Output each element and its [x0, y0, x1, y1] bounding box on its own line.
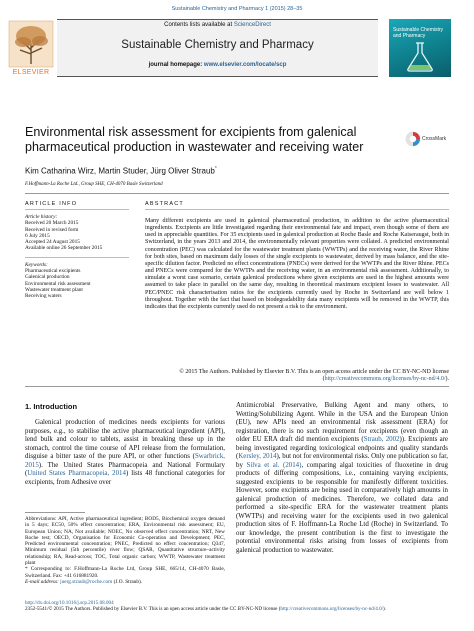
page-bottom-info [25, 600, 449, 613]
abstract-license [145, 369, 449, 383]
contents-line [57, 22, 378, 28]
intro-column-right [236, 402, 448, 555]
citation-link[interactable]: Silva et al. (2014) [246, 461, 302, 469]
journal-title: Sustainable Chemistry and Pharmacy [121, 39, 314, 51]
text-run: ), but not for environmental risks. Only one publication so far, by [236, 453, 448, 469]
license-close: ). [445, 376, 449, 383]
license-text: © 2015 The Authors. Published by Elsevier B.V. This is an open access article under the CC BY-NC-ND license ( [179, 369, 449, 383]
journal-cover-image [389, 19, 451, 77]
email-author: (J.O. Straub). [112, 578, 143, 585]
article-info [25, 210, 129, 300]
citation-link[interactable]: Swarbrick, 2015 [25, 453, 225, 469]
crossmark-label: CrossMark [422, 136, 447, 142]
email-label: E-mail address: [25, 578, 61, 585]
section-heading: 1. Introduction [25, 402, 78, 411]
abstract-text: Many different excipients are used in galenical pharmaceutical production, in addition to the active pharmaceutical ingredients. Excipients are little investigated regarding their environmental fate and impact, even though some of them are used in appreciable quantities. For 35 excipients used in galenical production at Roche Basle and Roche Kaiseraugst, both in Switzerland, in the years 2013 and 2014, the environmentally relevant properties were collated. A predicted environmental concentration (PEC) was calculated for the wastewater treatment plants (WWTPs) and the receiving water, the River Rhine for both sites, based on maximum daily losses of the single excipients to wastewater, derived by mass balance, and the site-specific dilution factor. Predicted no effect concentrations (PNECs) were derived for the WWTPs and the River Rhine. PECs and PNECs were compared for the WWTPs and the receiving water, in an environmental risk assessment. Additionally, to simulate a worst case scenario, certain galenical productions where given excipients are used in the highest amounts were assumed to take place in parallel on the same day, resulting in theoretical maximum excipient losses to wastewater. All PEC/PNEC risk characterisation ratios for the excipients currently used by Roche in Switzerland are well below 1 throughout. Together with the fact that based on biodegradability data many excipients will be removed in the WWTP, this indicates that the excipients currently used do not present a risk to the environment. [145, 218, 449, 310]
divider [145, 209, 449, 210]
copyright-close: ). [383, 606, 387, 613]
homepage-prefix: journal homepage: [148, 62, 204, 68]
crossmark-badge[interactable] [405, 129, 455, 149]
citation-link[interactable]: United States Pharmacopeia, 2014 [27, 470, 126, 477]
contents-prefix: Contents lists available at [164, 22, 234, 28]
email-link[interactable]: juerg.straub@roche.com [60, 578, 113, 585]
cover-flask-icon [403, 41, 437, 73]
license-link[interactable]: http://creativecommons.org/licenses/by-nc-nd/4.0/ [324, 376, 446, 383]
author-names: Kim Catharina Wirz, Martin Studer, Jürg Oliver Straub [25, 166, 215, 176]
corresponding-footnote: * Corresponding to: F.Hoffmann-La Roche Ltd, Group SHE, 665/14, CH-4070 Basle, Switzerland. Fax: +41 616881920. [25, 566, 225, 579]
history-line: Accepted 24 August 2015 [25, 239, 80, 246]
history-line: Received 20 March 2015 [25, 220, 79, 227]
email-footnote [25, 579, 225, 585]
text-run: ) lists 48 functional categories for excipients, from Adhesive over [25, 470, 225, 486]
history-line: Received in revised form [25, 226, 79, 233]
intro-paragraph [236, 402, 448, 555]
keyword: Pharmaceutical excipients [25, 268, 81, 275]
text-run: )). Excipients are being investigated regarding toxicological endpoints and quality standards ( [236, 436, 448, 460]
history-line: 6 July 2015 [25, 232, 50, 239]
footnote-divider [25, 512, 85, 513]
text-run: , comparing algal toxicities of fluoxetine in drug products of differing compositions, i.e., containing varying excipients, suggested excipients to be responsible for manifestly different toxicities. However, some excipients are being used in comparatively high amounts in galenical production of medicines. Therefore, we collated data and performed a site-specific ERA for the wastewater treatment plants (WWTPs) and receiving water for the excipients used in two galenical production sites of F. Hoffmann-La Roche Ltd (Roche) in Switzerland. To our knowledge, the present contribution is the first to investigate the potential environmental risks arising from losses of excipients from galenical production to wastewater. [236, 461, 448, 554]
keywords-label: Keywords: [25, 261, 48, 268]
homepage-line [57, 62, 378, 68]
abstract-heading: ABSTRACT [145, 201, 184, 207]
elsevier-tree-logo [8, 20, 54, 76]
text-run: ). The United States Pharmacopeia and National Formulary ( [25, 461, 225, 477]
footnotes [25, 516, 225, 585]
article-info-heading: ARTICLE INFO [25, 201, 78, 207]
citation-link[interactable]: Kersley, 2014 [238, 453, 277, 460]
divider [25, 386, 449, 387]
article-title: Environmental risk assessment for excipients from galenical pharmaceutical production in wastewater and receiving water [25, 125, 364, 154]
doi-link[interactable]: http://dx.doi.org/10.1016/j.scp.2015.08.004 [25, 600, 114, 606]
publisher-name: ELSEVIER [12, 69, 50, 76]
text-run: Galenical production of medicines needs excipients for various purposes, e.g., to stabilise the active pharmaceutical ingredient (API), lend bulk and colour to tablets, assist in breaking these up in the stomach, control the time course of API release from the formulation, disguise a bitter taste of the pure API, or other functions ( [25, 419, 225, 460]
corresponding-mark[interactable]: * [214, 166, 217, 172]
intro-paragraph [25, 419, 225, 487]
copyright-line [25, 606, 449, 612]
affiliation: F.Hoffmann-La Roche Ltd., Group SHE, CH-4070 Basle Switzerland [25, 182, 163, 187]
license-link[interactable]: http://creativecommons.org/licenses/by-nc-nd/4.0/ [280, 606, 384, 613]
crossmark-icon [405, 131, 421, 147]
sciencedirect-link[interactable]: ScienceDirect [233, 22, 271, 28]
divider [25, 193, 449, 194]
copyright-text: 2352-5541/© 2015 The Authors. Published by Elsevier B.V. This is an open access article under the CC BY-NC-ND license ( [25, 606, 281, 613]
text-run: Antimicrobial Preservative, Bulking Agent and many others, to Wetting/Solubilizing Agent. While in the USA and the European Union (EU), new APIs need an environmental risk assessment (ERA) for registration, there is no such requirement for excipients (even though an older EU ERA draft did mention excipients ( [236, 402, 448, 443]
history-label: Article history: [25, 214, 58, 220]
divider [25, 257, 129, 258]
abbreviations-footnote: Abbreviations: API, Active pharmaceutical ingredient; BOD5, Biochemical oxygen demand in 5 days; EC50, 50% effect concentration; ERA, Environmental risk assessment; EU, European Union; NA, Not available; NOEC, No observed effect concentration; NRT, New Roche test; OECD, Organisation for Economic Co-operation and Development; PEC, Predicted environmental concentration; PNEC, Predicted no effect concentration; Q347, Minimum residual (5th percentile) river flow; QSAR, Quantitative structure–activity relationship; RA, Read-across; TOC, Total organic carbon; WWTP, Wastewater treatment plant [25, 516, 225, 567]
cover-title: Sustainable Chemistry and Pharmacy [393, 27, 444, 39]
keyword: Wastewater treatment plant [25, 286, 83, 293]
intro-column-left [25, 402, 225, 487]
keyword: Receiving waters [25, 293, 62, 300]
citation-link[interactable]: Straub, 2002 [363, 436, 400, 443]
keyword: Galenical production [25, 274, 70, 281]
homepage-link[interactable]: www.elsevier.com/locate/scp [203, 62, 287, 68]
running-head: Sustainable Chemistry and Pharmacy 1 (2015) 28–35 [171, 6, 303, 12]
history-line: Available online 26 September 2015 [25, 245, 103, 252]
author-list [25, 166, 217, 176]
keyword: Environmental risk assessment [25, 280, 91, 287]
